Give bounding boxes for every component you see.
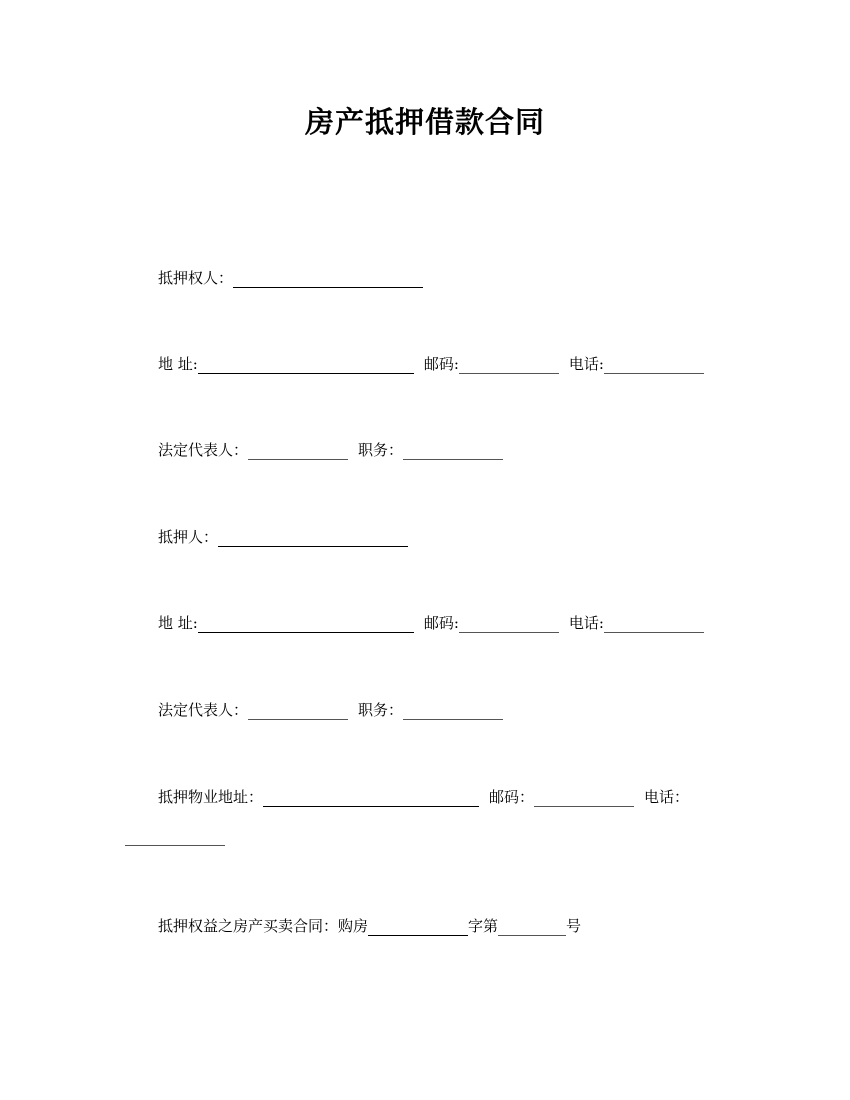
property-postcode-blank[interactable]	[534, 790, 634, 807]
mortgagee-position-label: 职务：	[358, 441, 404, 459]
mortgagor-postcode-blank[interactable]	[459, 616, 559, 633]
mortgagee-line	[158, 266, 423, 288]
mortgagee-position-blank[interactable]	[403, 443, 503, 460]
mortgagee-legal-rep-label: 法定代表人：	[158, 441, 249, 459]
mortgagor-phone-blank[interactable]	[604, 616, 704, 633]
contract-line	[158, 914, 581, 936]
property-address-label: 抵押物业地址：	[158, 788, 264, 806]
mortgagee-postcode-label: 邮码:	[423, 355, 459, 373]
contract-char-label: 字第	[468, 917, 499, 935]
mortgagee-phone-label: 电话:	[568, 355, 604, 373]
mortgagor-address-label: 地 址:	[158, 614, 198, 632]
mortgagor-blank[interactable]	[218, 530, 408, 547]
document-title: 房产抵押借款合同	[304, 105, 545, 139]
contract-label: 抵押权益之房产买卖合同：购房	[158, 917, 369, 935]
mortgagor-address-blank[interactable]	[198, 616, 414, 633]
mortgagee-blank[interactable]	[233, 271, 423, 288]
property-postcode-label: 邮码：	[489, 788, 535, 806]
mortgagor-legal-rep-label: 法定代表人：	[158, 701, 249, 719]
mortgagee-postcode-blank[interactable]	[459, 357, 559, 374]
mortgagee-address-line	[158, 352, 704, 374]
mortgagee-legal-rep-blank[interactable]	[248, 443, 348, 460]
mortgagor-position-label: 职务：	[358, 701, 404, 719]
contract-number-blank[interactable]	[498, 919, 566, 936]
mortgagor-address-line	[158, 611, 704, 633]
property-phone-label: 电话：	[644, 788, 690, 806]
mortgagor-postcode-label: 邮码:	[423, 614, 459, 632]
mortgagee-phone-blank[interactable]	[604, 357, 704, 374]
mortgagee-label: 抵押权人：	[158, 269, 234, 287]
mortgagor-position-blank[interactable]	[403, 703, 503, 720]
property-phone-blank[interactable]	[125, 845, 225, 846]
mortgagee-legal-rep-line	[158, 438, 503, 460]
mortgagee-address-label: 地 址:	[158, 355, 198, 373]
mortgagor-legal-rep-blank[interactable]	[248, 703, 348, 720]
mortgagor-legal-rep-line	[158, 698, 503, 720]
property-address-blank[interactable]	[263, 790, 479, 807]
mortgagor-line	[158, 525, 408, 547]
contract-purchase-blank[interactable]	[368, 919, 468, 936]
property-address-line	[158, 785, 689, 807]
mortgagee-address-blank[interactable]	[198, 357, 414, 374]
mortgagor-phone-label: 电话:	[568, 614, 604, 632]
contract-number-label: 号	[566, 917, 582, 935]
mortgagor-label: 抵押人：	[158, 528, 219, 546]
